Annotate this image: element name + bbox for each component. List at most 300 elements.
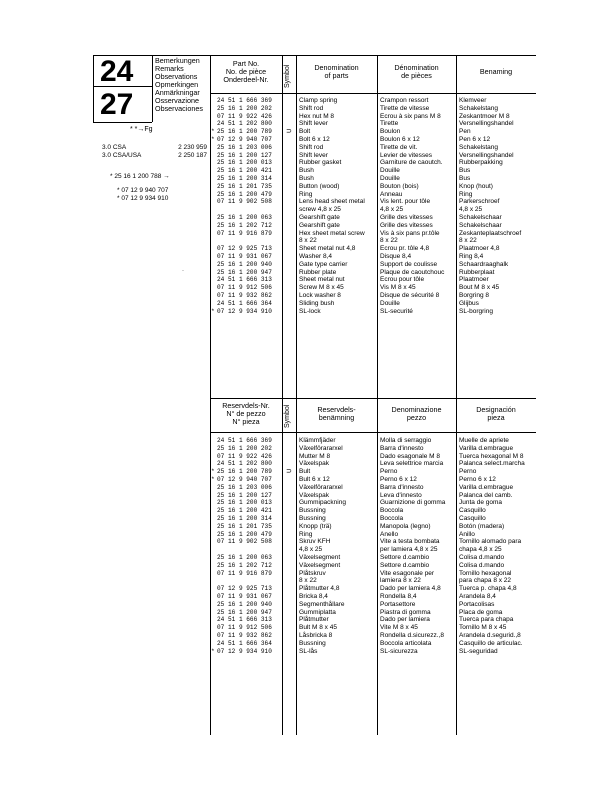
part-name-sv: Ring: [299, 530, 313, 538]
star-marker: [211, 640, 215, 648]
part-name-nl: Borgring 8: [459, 291, 489, 299]
part-name-sv: Bricka 8,4: [299, 592, 328, 600]
col-nl-header: Benaming: [479, 67, 513, 76]
part-name-es: Muelle de apriete: [459, 437, 509, 444]
remarks-models: [102, 144, 207, 160]
part-number: [217, 206, 272, 214]
model-code: 2 250 187: [178, 152, 207, 159]
part-name-es: SL-seguridad: [459, 647, 498, 655]
part-number: 25 16 1 200 314: [217, 174, 272, 182]
remarks-label: Osservazione: [155, 96, 199, 105]
col-it-header: [377, 406, 456, 422]
part-number: [217, 546, 272, 554]
part-name-sv: Växelsegment: [299, 553, 341, 561]
part-name-it: SL-sicurezza: [380, 647, 418, 655]
part-name-en: SL-lock: [299, 307, 321, 315]
part-number: 25 16 1 200 940: [217, 260, 272, 268]
part-name-it: Settore d.cambio: [380, 553, 430, 561]
part-number: 25 16 1 200 013: [217, 159, 272, 167]
stray-mark: ·: [182, 268, 184, 274]
part-name-sv: Bult: [299, 468, 311, 476]
part-name-en: Button (wood): [299, 182, 340, 190]
part-name-en: Gearshift gate: [299, 213, 340, 221]
part-number: 25 16 1 202 712: [217, 561, 272, 569]
part-number: 07 11 9 932 862: [217, 631, 272, 639]
part-name-es: para chapa 8 x 22: [459, 577, 512, 585]
part-number: 07 11 9 902 508: [217, 538, 272, 546]
part-name-en: Rubber gasket: [299, 159, 342, 167]
part-name-it: Portasettore: [380, 600, 416, 608]
star-marker: [211, 616, 215, 624]
part-name-es: Portacolisas: [459, 600, 495, 608]
star-marker: [211, 507, 215, 515]
part-name-fr: Vis M 8 x 45: [380, 284, 416, 292]
part-number: 24 51 1 202 800: [217, 460, 272, 468]
part-name-fr: Ecrou pour tôle: [380, 276, 425, 284]
part-name-en: Screw M 8 x 45: [299, 284, 344, 292]
part-name-en: Bolt: [299, 128, 311, 136]
part-name-nl: Pen 6 x 12: [459, 135, 491, 143]
star-marker: [211, 585, 215, 593]
part-name-sv: Skruv KFH: [299, 538, 331, 546]
part-name-it: Boccola articolata: [380, 639, 432, 647]
part-name-it: per lamiera 4,8 x 25: [380, 546, 438, 554]
star-list-bottom: [211, 437, 215, 655]
part-name-sv: Låsbricka 8: [299, 631, 333, 639]
part-name-es: chapa 4,8 x 25: [459, 546, 502, 554]
part-name-fr: Ecrou pr. tôle 4,8: [380, 245, 430, 253]
star-marker: [211, 531, 215, 539]
part-number: [217, 237, 272, 245]
part-number: 07 12 9 925 713: [217, 585, 272, 593]
star-marker: [211, 261, 215, 269]
col-nl-list: [459, 97, 521, 315]
remarks-ref: * 07 12 9 934 910: [117, 195, 169, 202]
header-line: Designación: [476, 405, 516, 414]
part-number: 25 16 1 201 735: [217, 522, 272, 530]
part-name-it: Vite M 8 x 45: [380, 624, 418, 632]
part-name-it: Manopola (legno): [380, 522, 431, 530]
part-name-nl: Bus: [459, 174, 471, 182]
star-marker: [211, 253, 215, 261]
col-fr-list: [380, 97, 444, 315]
part-name-it: Vite esagonale per: [380, 569, 435, 577]
part-name-fr: Anneau: [380, 190, 403, 198]
header-line: N° pieza: [232, 417, 260, 426]
star-marker: [211, 570, 215, 578]
part-name-en: 8 x 22: [299, 237, 317, 245]
part-name-nl: Glijbus: [459, 299, 479, 307]
part-name-en: Shift rod: [299, 143, 324, 151]
col3-left-border: [456, 55, 457, 735]
part-name-es: Colisa d.mando: [459, 561, 505, 569]
star-marker: [211, 97, 215, 105]
part-name-fr: Crampon ressort: [380, 97, 429, 104]
part-name-nl: Schaardraaghalk: [459, 260, 509, 268]
part-number: 25 16 1 200 202: [217, 104, 272, 112]
symbol-left-border: [282, 55, 283, 735]
part-name-it: Molla di serraggio: [380, 437, 432, 444]
part-name-fr: Tirette de vitesse: [380, 104, 430, 112]
part-name-es: Tuerca hexagonal M 8: [459, 452, 524, 460]
part-name-fr: Garniture de caoutch.: [380, 159, 443, 167]
part-number: 07 12 9 940 707: [217, 135, 272, 143]
header-line: pezzo: [406, 413, 427, 422]
part-name-en: screw 4,8 x 25: [299, 206, 341, 214]
part-number: 25 16 1 200 421: [217, 507, 272, 515]
part-name-nl: Zeskantmoer M 8: [459, 112, 510, 120]
part-name-es: Perno: [459, 468, 477, 476]
part-name-fr: Ecrou à six pans M 8: [380, 112, 441, 120]
part-name-nl: Rubberpakking: [459, 159, 503, 167]
part-number: 25 16 1 201 735: [217, 182, 272, 190]
part-name-nl: Plaatmoer 4,8: [459, 245, 500, 253]
star-marker: [211, 191, 215, 199]
part-name-en: Sheet metal nut 4,8: [299, 245, 356, 253]
part-number: 24 51 1 666 313: [217, 276, 272, 284]
star-marker: [211, 152, 215, 160]
part-number: [217, 577, 272, 585]
part-name-nl: Rubberplaat: [459, 268, 495, 276]
part-name-es: Junta de goma: [459, 499, 503, 507]
star-marker: *: [211, 475, 215, 483]
part-number: 07 11 9 932 862: [217, 291, 272, 299]
remarks-line1: * *→Fg: [130, 126, 153, 133]
star-marker: [211, 167, 215, 175]
star-marker: [211, 593, 215, 601]
part-name-en: Hex sheet metal screw: [299, 229, 365, 237]
star-marker: [211, 245, 215, 253]
star-marker: [211, 499, 215, 507]
part-number: 25 16 1 200 940: [217, 600, 272, 608]
star-list-top: [211, 97, 215, 315]
symbol-header-bottom: Symbol: [284, 404, 291, 428]
star-marker: [211, 437, 215, 445]
part-number: 07 11 9 916 879: [217, 569, 272, 577]
header-line: Denominazione: [391, 405, 442, 414]
col-en-list: [299, 97, 365, 315]
part-name-en: Ring: [299, 190, 313, 198]
star-marker: [211, 577, 215, 585]
star-marker: [211, 276, 215, 284]
mid-header-bottom-border: [210, 432, 536, 433]
part-number: 25 16 1 200 479: [217, 530, 272, 538]
part-name-en: Sliding bush: [299, 299, 335, 307]
part-name-sv: Gummipackning: [299, 499, 346, 507]
star-marker: [211, 601, 215, 609]
part-name-it: Piastra di gomma: [380, 608, 431, 616]
part-name-fr: Vis lent. pour tôle: [380, 198, 431, 206]
model-name: 3.0 CSA: [102, 144, 127, 151]
part-name-nl: Schakelschaar: [459, 213, 502, 221]
part-name-sv: Plåtmutter: [299, 616, 329, 624]
part-name-sv: Plåtskruv: [299, 569, 326, 577]
part-name-sv: Klämmfjäder: [299, 437, 336, 444]
part-name-en: Gate type carrier: [299, 260, 348, 268]
star-marker: [211, 632, 215, 640]
part-name-sv: Växelförararxel: [299, 444, 343, 452]
part-name-nl: Versnellingshandel: [459, 120, 514, 128]
part-name-es: Casquillo de articulac.: [459, 639, 523, 647]
part-name-en: Hex nut M 8: [299, 112, 335, 120]
part-name-sv: Bussning: [299, 507, 326, 515]
part-name-es: Tuerca p. chapa 4,8: [459, 585, 517, 593]
part-name-en: Bush: [299, 167, 314, 175]
star-marker: [211, 206, 215, 214]
part-name-en: Washer 8,4: [299, 252, 332, 260]
part-name-en: Sheet metal nut: [299, 276, 345, 284]
header-line: Dénomination: [394, 63, 439, 72]
part-name-nl: Schakelstang: [459, 143, 499, 151]
star-marker: [211, 562, 215, 570]
part-name-en: Lock washer 8: [299, 291, 341, 299]
part-number: 25 16 1 200 127: [217, 151, 272, 159]
part-name-sv: Växelsegment: [299, 561, 341, 569]
symbol-header-top: Symbol: [284, 64, 291, 88]
part-name-nl: Versnellingshandel: [459, 151, 514, 159]
part-name-sv: 8 x 22: [299, 577, 317, 585]
part-name-es: Tornillo M 8 x 45: [459, 624, 507, 632]
part-name-sv: Segmenthållare: [299, 600, 345, 608]
part-name-en: Shift lever: [299, 120, 328, 128]
part-name-it: Vite a testa bombata: [380, 538, 440, 546]
part-name-fr: Douille: [380, 167, 400, 175]
part-number: 25 16 1 200 013: [217, 499, 272, 507]
col2-left-border: [377, 55, 378, 735]
header-line: Reservdels-: [317, 405, 356, 414]
part-number: 07 11 9 902 508: [217, 198, 272, 206]
col-it-list: [380, 437, 445, 655]
part-name-nl: 4,8 x 25: [459, 206, 483, 214]
header-line: benämning: [318, 413, 355, 422]
part-name-fr: Support de coulisse: [380, 260, 438, 268]
part-number: 25 16 1 200 127: [217, 491, 272, 499]
star-marker: [211, 453, 215, 461]
symbol-mark-top: ⊃: [286, 128, 292, 135]
part-name-it: Boccola: [380, 514, 404, 522]
star-marker: [211, 554, 215, 562]
part-number: 07 12 9 925 713: [217, 245, 272, 253]
part-number: 25 16 1 200 947: [217, 608, 272, 616]
mid-header-top-border: [210, 398, 536, 399]
part-name-es: Palanca select.marcha: [459, 460, 525, 468]
part-number: 25 16 1 200 202: [217, 444, 272, 452]
part-name-nl: Ring 8,4: [459, 252, 484, 260]
star-marker: [211, 460, 215, 468]
star-marker: [211, 159, 215, 167]
part-name-fr: Boulon: [380, 128, 401, 136]
part-number: 07 11 9 912 506: [217, 624, 272, 632]
part-number: 07 12 9 940 707: [217, 475, 272, 483]
star-marker: [211, 230, 215, 238]
part-name-sv: Mutter M 8: [299, 452, 331, 460]
star-marker: [211, 120, 215, 128]
remarks-label: Observations: [155, 72, 198, 81]
part-name-nl: Ring: [459, 190, 473, 198]
part-number: 25 16 1 200 789: [217, 468, 272, 476]
remarks-refs: [117, 187, 168, 203]
part-name-es: Casquillo: [459, 507, 486, 515]
star-marker: [211, 144, 215, 152]
part-name-fr: Douille: [380, 299, 400, 307]
top-header-bottom-border: [210, 93, 536, 94]
remarks-label: Anmärkningar: [155, 88, 200, 97]
star-marker: *: [211, 128, 215, 136]
col-es-header: [456, 406, 536, 422]
part-name-es: Tuerca para chapa: [459, 616, 514, 624]
part-name-fr: SL-securité: [380, 307, 413, 315]
star-marker: *: [211, 647, 215, 655]
part-name-nl: Schakelstang: [459, 104, 499, 112]
part-name-es: Anillo: [459, 530, 475, 538]
part-name-nl: Schakelschaar: [459, 221, 502, 229]
part-number: 24 51 1 666 364: [217, 299, 272, 307]
part-number: 07 11 9 931 067: [217, 252, 272, 260]
part-name-es: Varilla d.embrague: [459, 483, 514, 491]
number-bottom-border: [93, 122, 152, 123]
header-line: Denomination: [314, 63, 359, 72]
part-name-it: Rondella d.sicurezz.,8: [380, 631, 444, 639]
part-name-nl: Plaatmoer: [459, 276, 489, 284]
part-name-sv: Växelspak: [299, 460, 329, 468]
part-name-it: Perno: [380, 468, 398, 476]
star-marker: [211, 237, 215, 245]
part-name-es: Tornillo hexagonal: [459, 569, 512, 577]
part-number: 24 51 1 666 364: [217, 639, 272, 647]
header-line: of parts: [324, 71, 349, 80]
header-line: N° de pezzo: [226, 409, 266, 418]
part-name-fr: Tirette: [380, 120, 399, 128]
partno-header-bottom: [210, 402, 282, 426]
parts-list-bottom: [217, 437, 272, 655]
part-number: 07 11 9 922 426: [217, 452, 272, 460]
remarks-labels: [155, 57, 203, 113]
star-marker: [211, 183, 215, 191]
part-number: 24 51 1 666 369: [217, 437, 272, 444]
remarks-line2: * 25 16 1 200 788 →: [110, 173, 170, 180]
remarks-label: Remarks: [155, 64, 184, 73]
star-marker: *: [211, 307, 215, 315]
star-marker: [211, 445, 215, 453]
star-marker: [211, 292, 215, 300]
part-name-sv: SL-lås: [299, 647, 318, 655]
part-name-sv: 4,8 x 25: [299, 546, 323, 554]
header-line: pieza: [487, 413, 505, 422]
part-name-fr: Tirette de vit.: [380, 143, 418, 151]
symbol-mark-bottom: ⊃: [286, 468, 292, 475]
partno-header-top: [210, 60, 282, 84]
part-name-it: Anello: [380, 530, 399, 538]
part-name-es: Arandela 8,4: [459, 592, 496, 600]
star-marker: [211, 198, 215, 206]
part-number: 25 16 1 200 063: [217, 553, 272, 561]
header-line: Reservdels-Nr.: [222, 401, 270, 410]
part-number: 07 11 9 922 426: [217, 112, 272, 120]
part-number: 25 16 1 200 421: [217, 167, 272, 175]
symbol-right-border: [296, 55, 297, 735]
part-number: 24 51 1 666 369: [217, 97, 272, 104]
part-name-it: Boccola: [380, 507, 404, 515]
model-name: 3.0 CSA/USA: [102, 152, 142, 159]
star-marker: [211, 609, 215, 617]
part-number: 25 16 1 203 006: [217, 143, 272, 151]
part-name-es: Colisa d.mando: [459, 553, 505, 561]
part-name-es: Botón (madera): [459, 522, 505, 530]
part-name-es: Palanca del camb.: [459, 491, 513, 499]
star-marker: [211, 624, 215, 632]
star-marker: [211, 546, 215, 554]
part-name-nl: SL-borgring: [459, 307, 493, 315]
col-sv-list: [299, 437, 346, 655]
part-name-sv: Bult M 8 x 45: [299, 624, 337, 632]
part-name-es: Placa de goma: [459, 608, 503, 616]
part-name-it: lamiera 8 x 22: [380, 577, 421, 585]
col-es-list: [459, 437, 525, 655]
part-name-it: Dado esagonale M 8: [380, 452, 440, 460]
part-name-fr: 8 x 22: [380, 237, 398, 245]
part-name-fr: Bouton (bois): [380, 182, 419, 190]
star-marker: [211, 523, 215, 531]
star-marker: [211, 284, 215, 292]
part-name-sv: Växelspak: [299, 491, 329, 499]
part-name-nl: Zeskanteplaatschroef: [459, 229, 522, 237]
star-marker: [211, 175, 215, 183]
part-name-en: Bolt 6 x 12: [299, 135, 330, 143]
part-name-sv: Plåtmutter 4,8: [299, 585, 340, 593]
part-name-sv: Knopp (trä): [299, 522, 332, 530]
part-name-fr: Boulon 6 x 12: [380, 135, 420, 143]
part-number: 24 51 1 666 313: [217, 616, 272, 624]
col-fr-header: [377, 64, 456, 80]
part-number: 07 12 9 934 910: [217, 307, 272, 315]
col-en-header: [296, 64, 377, 80]
part-name-it: Dado per lamiera: [380, 616, 430, 624]
part-name-fr: Douille: [380, 174, 400, 182]
part-name-nl: Pen: [459, 128, 471, 136]
star-marker: [211, 515, 215, 523]
part-number: 25 16 1 200 789: [217, 128, 272, 136]
part-name-en: Shift lever: [299, 151, 328, 159]
part-number: 25 16 1 203 006: [217, 483, 272, 491]
part-name-en: Rubber plate: [299, 268, 337, 276]
star-marker: [211, 538, 215, 546]
star-marker: [211, 214, 215, 222]
remarks-label: Observaciones: [155, 104, 203, 113]
part-name-es: Arandela d.segurid.,8: [459, 631, 521, 639]
part-name-it: Leva selettrice marcia: [380, 460, 444, 468]
part-number: 07 11 9 916 879: [217, 229, 272, 237]
remarks-label: Bemerkungen: [155, 56, 200, 65]
part-number: 25 16 1 200 479: [217, 190, 272, 198]
part-name-fr: Disque de sécurité 8: [380, 291, 440, 299]
part-name-es: Perno 6 x 12: [459, 475, 496, 483]
part-number: 07 11 9 912 506: [217, 284, 272, 292]
remarks-ref: * 07 12 9 940 707: [117, 187, 169, 194]
part-name-nl: Klemveer: [459, 97, 487, 104]
part-number: 07 12 9 934 910: [217, 647, 272, 655]
star-marker: [211, 492, 215, 500]
part-number: 24 51 1 202 800: [217, 120, 272, 128]
star-marker: *: [211, 468, 215, 476]
part-name-it: Perno 6 x 12: [380, 475, 417, 483]
part-name-en: Gearshift gate: [299, 221, 340, 229]
part-name-sv: Växelförararxel: [299, 483, 343, 491]
part-name-en: Bush: [299, 174, 314, 182]
star-marker: [211, 222, 215, 230]
part-name-it: Rondella 8,4: [380, 592, 417, 600]
page-number-top: 24: [100, 55, 134, 88]
part-name-sv: Gummiplatta: [299, 608, 336, 616]
